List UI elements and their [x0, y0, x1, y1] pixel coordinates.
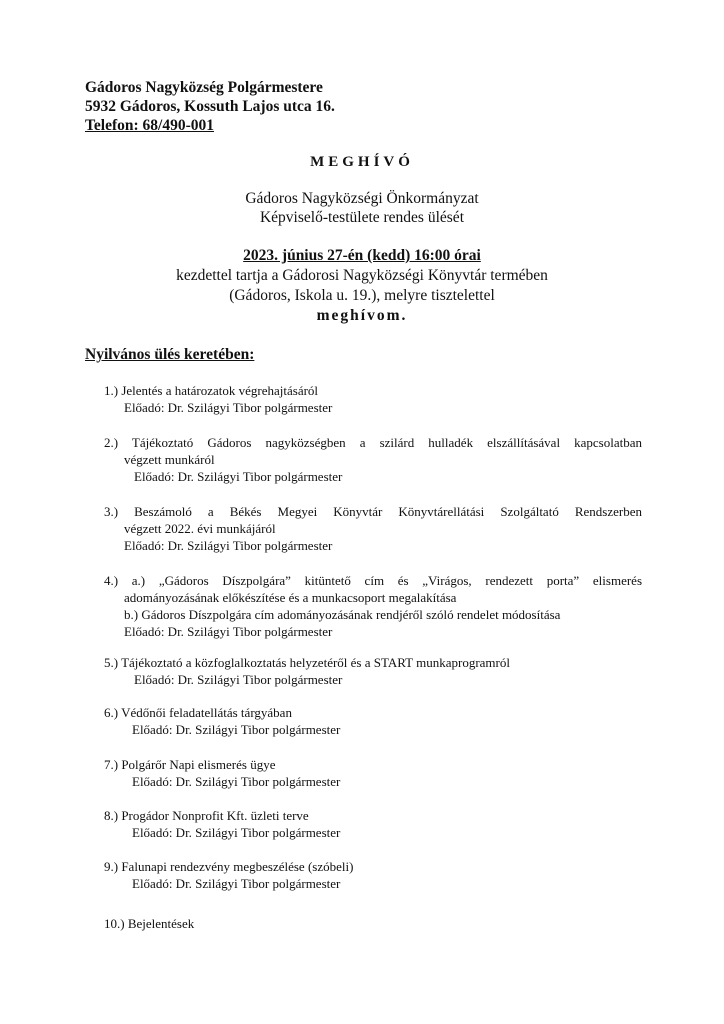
agenda-item-text: 8.) Progádor Nonprofit Kft. üzleti terve [104, 808, 309, 823]
letterhead [85, 78, 335, 135]
agenda-item-presenter: Előadó: Dr. Szilágyi Tibor polgármester [134, 469, 343, 484]
agenda-item-text: 3.) Beszámoló a Békés Megyei Könyvtár Könyvtárellátási Szolgáltató Rendszerben [104, 504, 642, 519]
agenda-item [104, 572, 642, 640]
agenda-item-text-cont: végzett 2022. évi munkájáról [124, 521, 276, 536]
agenda-item-text: 4.) a.) „Gádoros Díszpolgára” kitüntető cím és „Virágos, rendezett porta” elismerés [104, 573, 642, 588]
agenda-item-text: 1.) Jelentés a határozatok végrehajtásáról [104, 383, 319, 398]
agenda-item-text: 7.) Polgárőr Napi elismerés ügye [104, 757, 276, 772]
intro-org-line1: Gádoros Nagyközségi Önkormányzat [245, 190, 479, 207]
agenda-item-presenter: Előadó: Dr. Szilágyi Tibor polgármester [132, 825, 341, 840]
agenda-item-text-b: b.) Gádoros Díszpolgára cím adományozásának rendjéről szóló rendelet módosítása [124, 607, 561, 622]
agenda-item-text: 9.) Falunapi rendezvény megbeszélése (szóbeli) [104, 859, 354, 874]
agenda-item-text: 2.) Tájékoztató Gádoros nagyközségben a szilárd hulladék elszállításával kapcsolatban [104, 435, 642, 450]
agenda-item [104, 807, 642, 841]
intro-org-line2: Képviselő-testülete rendes ülését [259, 209, 464, 226]
letterhead-phone: Telefon: 68/490-001 [85, 117, 215, 134]
agenda-item [104, 503, 642, 554]
letterhead-org: Gádoros Nagyközség Polgármestere [85, 79, 323, 96]
agenda-item-text: 10.) Bejelentések [104, 916, 195, 931]
agenda-item-text: 6.) Védőnői feladatellátás tárgyában [104, 705, 292, 720]
venue-line1: kezdettel tartja a Gádorosi Nagyközségi Könyvtár termében [176, 267, 548, 284]
agenda-item [104, 704, 642, 738]
agenda-item-text: 5.) Tájékoztató a közfoglalkoztatás helyzetéről és a START munkaprogramról [104, 655, 510, 670]
meeting-date: 2023. június 27-én (kedd) 16:00 órai [243, 247, 481, 264]
agenda-item-presenter: Előadó: Dr. Szilágyi Tibor polgármester [132, 722, 341, 737]
agenda-item [104, 756, 642, 790]
section-title: Nyilvános ülés keretében: [85, 346, 255, 363]
agenda-item [104, 654, 642, 688]
agenda-item-presenter: Előadó: Dr. Szilágyi Tibor polgármester [132, 876, 341, 891]
agenda-item [104, 382, 624, 416]
agenda-item-presenter: Előadó: Dr. Szilágyi Tibor polgármester [134, 672, 343, 687]
agenda-item-presenter: Előadó: Dr. Szilágyi Tibor polgármester [132, 774, 341, 789]
document-title: MEGHÍVÓ [310, 154, 414, 170]
venue-line2: (Gádoros, Iskola u. 19.), melyre tisztelettel [229, 287, 495, 304]
agenda-item [104, 434, 642, 485]
agenda-item-presenter: Előadó: Dr. Szilágyi Tibor polgármester [124, 538, 333, 553]
agenda-item [104, 915, 642, 932]
agenda-item-text-cont: adományozásának előkészítése és a munkacsoport megalakítása [124, 590, 457, 605]
invite-text: meghívom. [316, 307, 408, 324]
agenda-item [104, 858, 642, 892]
agenda-item-presenter: Előadó: Dr. Szilágyi Tibor polgármester [124, 400, 333, 415]
agenda-item-presenter: Előadó: Dr. Szilágyi Tibor polgármester [124, 624, 333, 639]
agenda-item-text-cont: végzett munkáról [124, 452, 215, 467]
letterhead-address: 5932 Gádoros, Kossuth Lajos utca 16. [85, 98, 335, 115]
